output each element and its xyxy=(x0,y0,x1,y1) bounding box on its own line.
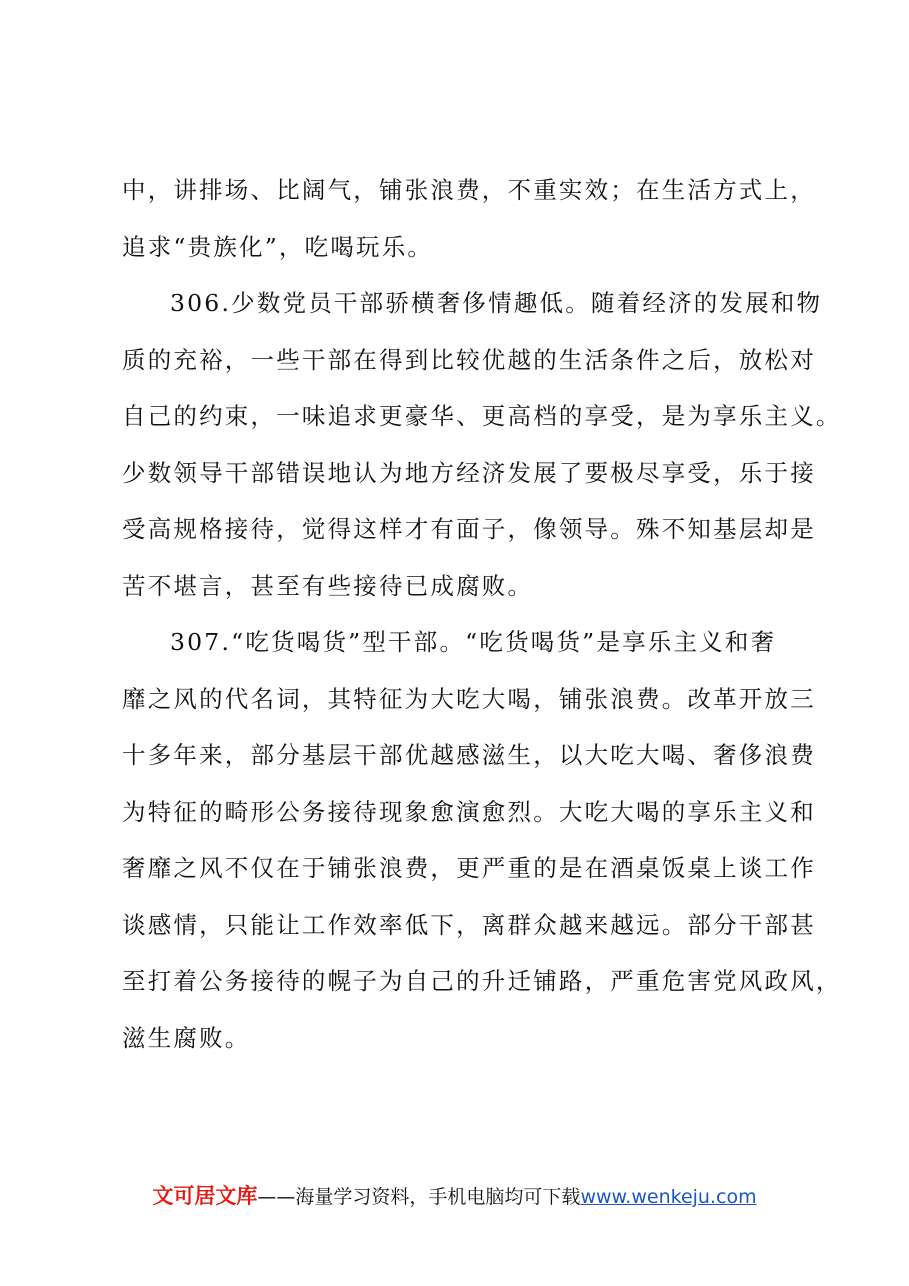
document-body xyxy=(122,162,842,1066)
text-line: 质的充裕，一些干部在得到比较优越的生活条件之后，放松对 xyxy=(122,345,816,374)
text-line: 自己的约束，一味追求更豪华、更高档的享受，是为享乐主义。 xyxy=(122,402,842,430)
text-line: 谈感情，只能让工作效率低下，离群众越来越远。部分干部甚 xyxy=(122,910,816,939)
brand-name: 文可居文库 xyxy=(152,1184,258,1208)
footer-banner xyxy=(0,1180,909,1210)
website-link[interactable]: www.wenkeju.com xyxy=(580,1186,757,1208)
text-line: 受高规格接待，觉得这样才有面子，像领导。殊不知基层却是 xyxy=(122,515,816,543)
footer-tagline: ——海量学习资料，手机电脑均可下载 xyxy=(257,1186,581,1208)
text-line: 奢靡之风不仅在于铺张浪费，更严重的是在酒桌饭桌上谈工作 xyxy=(122,854,816,882)
text-line: 追求“贵族化”，吃喝玩乐。 xyxy=(122,232,434,261)
text-line: 十多年来，部分基层干部优越感滋生，以大吃大喝、奢侈浪费 xyxy=(122,741,816,769)
paragraph-306-start: 306.少数党员干部骄横奢侈情趣低。随着经济的发展和物 xyxy=(170,289,823,317)
text-line: 苦不堪言，甚至有些接待已成腐败。 xyxy=(122,571,534,600)
text-line: 滋生腐败。 xyxy=(122,1023,251,1052)
text-line: 少数领导干部错误地认为地方经济发展了要极尽享受，乐于接 xyxy=(122,458,816,487)
text-line: 中，讲排场、比阔气，铺张浪费，不重实效；在生活方式上， xyxy=(122,176,816,204)
paragraph-307-start: 307.“吃货喝货”型干部。“吃货喝货”是享乐主义和奢 xyxy=(170,628,777,656)
text-line: 为特征的畸形公务接待现象愈演愈烈。大吃大喝的享乐主义和 xyxy=(122,797,816,826)
text-line: 至打着公务接待的幌子为自己的升迁铺路，严重危害党风政风， xyxy=(122,967,842,995)
text-line: 靡之风的代名词，其特征为大吃大喝，铺张浪费。改革开放三 xyxy=(122,684,816,713)
